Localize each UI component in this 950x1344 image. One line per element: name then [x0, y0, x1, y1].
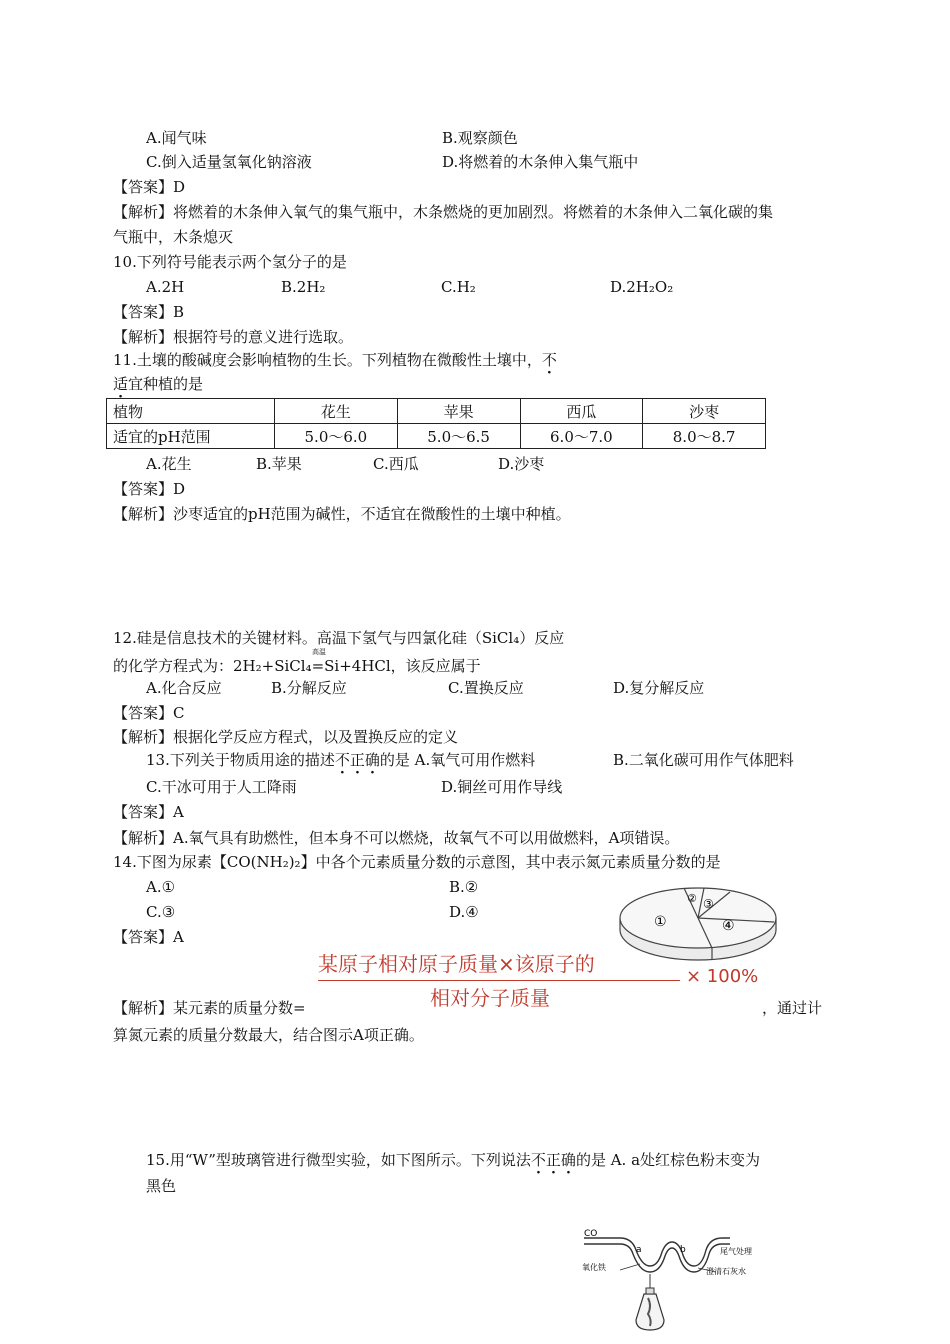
table-cell: 6.0～7.0 [520, 424, 643, 449]
q11-stem-line2 [113, 374, 203, 394]
q10-option-a: A.2H [146, 278, 185, 296]
q12-answer: 【答案】C [113, 704, 185, 722]
w-tube-apparatus-diagram [580, 1228, 780, 1340]
q13-stem [146, 750, 535, 770]
q11-stem-rest: 宜种植的是 [128, 375, 204, 393]
table-cell: 5.0～6.5 [397, 424, 520, 449]
q9-option-c: C.倒入适量氢氧化钠溶液 [146, 153, 312, 171]
co-label: CO [584, 1229, 598, 1239]
pie-label-4: ④ [722, 918, 735, 934]
q13-option-c: C.干冰可用于人工降雨 [146, 778, 297, 796]
formula-denominator: 相对分子质量 [430, 986, 550, 1010]
table-header-cell: 苹果 [397, 399, 520, 424]
q11-answer: 【答案】D [113, 480, 186, 498]
q13-analysis: 【解析】A.氧气具有助燃性，但本身不可以燃烧，故氧气不可以用做燃料，A项错误。 [113, 829, 680, 847]
q13-stem-text: 13.下列关于物质用途的描述 [146, 751, 335, 769]
pie-label-2: ② [687, 892, 697, 905]
q10-option-c: C.H₂ [441, 278, 476, 296]
q13-emphasis: 确 [364, 751, 380, 769]
q15-stem-line2: 黑色 [146, 1177, 177, 1195]
q14-analysis-line1-suffix: ，通过计 [762, 999, 823, 1017]
q9-analysis-line1: 【解析】将燃着的木条伸入氧气的集气瓶中，木条燃烧的更加剧烈。将燃着的木条伸入二氧化碳的集 [113, 203, 774, 221]
q11-stem-emphasis-bu: 不 [541, 351, 557, 369]
q14-option-d: D.④ [449, 903, 479, 921]
q13-emphasis: 不 [334, 751, 350, 769]
q12-condition: 高温 [312, 648, 326, 656]
q15-stem-line1 [146, 1150, 760, 1170]
q11-stem-emphasis-shi: 适 [113, 375, 129, 393]
q9-analysis-line2: 气瓶中，木条熄灭 [113, 228, 234, 246]
q13-stem-rest: 的是 A.氧气可用作燃料 [379, 751, 536, 769]
q10-analysis: 【解析】根据符号的意义进行选取。 [113, 328, 354, 346]
q15-stem-text: 15.用“W”型玻璃管进行微型实验，如下图所示。下列说法 [146, 1151, 531, 1169]
q15-emphasis: 确 [560, 1151, 576, 1169]
table-header-cell: 西瓜 [520, 399, 643, 424]
w-tube [584, 1238, 730, 1266]
table-row [107, 399, 766, 424]
table-cell: 8.0～8.7 [643, 424, 766, 449]
q11-option-a: A.花生 [146, 455, 192, 473]
pie-label-3: ③ [703, 897, 714, 911]
q11-stem-text: 11.土壤的酸碱度会影响植物的生长。下列植物在微酸性土壤中， [113, 351, 542, 369]
q14-stem: 14.下图为尿素【CO(NH₂)₂】中各个元素质量分数的示意图，其中表示氮元素质量分数的是 [113, 853, 721, 871]
table-cell: 适宜的pH范围 [107, 424, 275, 449]
q9-answer: 【答案】D [113, 178, 186, 196]
q12-stem-line2: 的化学方程式为：2H₂+SiCl₄=Si+4HCl，该反应属于 [113, 657, 481, 675]
q11-option-b: B.苹果 [256, 455, 302, 473]
q12-option-a: A.化合反应 [146, 679, 222, 697]
q12-option-b: B.分解反应 [271, 679, 347, 697]
q14-option-b: B.② [449, 878, 479, 896]
q10-answer: 【答案】B [113, 303, 185, 321]
q11-analysis: 【解析】沙枣适宜的pH范围为碱性，不适宜在微酸性的土壤中种植。 [113, 505, 571, 523]
q13-option-d: D.铜丝可用作导线 [441, 778, 563, 796]
limewater-label: 澄清石灰水 [706, 1267, 746, 1276]
q15-emphasis: 不 [530, 1151, 546, 1169]
q15-stem-rest: 的是 A. a处红棕色粉末变为 [575, 1151, 761, 1169]
table-cell: 5.0～6.0 [275, 424, 398, 449]
q9-option-a: A.闻气味 [146, 129, 207, 147]
q12-stem-line1: 12.硅是信息技术的关键材料。高温下氢气与四氯化硅（SiCl₄）反应 [113, 629, 565, 647]
label-leader [620, 1264, 640, 1270]
table-header-cell: 植物 [107, 399, 275, 424]
q13-option-b: B.二氧化碳可用作气体肥料 [613, 751, 794, 769]
table-header-cell: 沙枣 [643, 399, 766, 424]
q11-stem-line1 [113, 350, 557, 370]
q10-stem: 10.下列符号能表示两个氢分子的是 [113, 253, 347, 271]
formula-fraction-bar [318, 980, 680, 981]
q15-emphasis: 正 [545, 1151, 561, 1169]
formula-percent: × 100% [686, 966, 759, 987]
mass-fraction-formula [318, 948, 780, 1010]
q11-option-c: C.西瓜 [373, 455, 419, 473]
q13-emphasis: 正 [349, 751, 365, 769]
q9-option-d: D.将燃着的木条伸入集气瓶中 [442, 153, 639, 171]
ph-range-table [106, 398, 766, 449]
lamp-neck [646, 1288, 654, 1294]
q14-answer: 【答案】A [113, 928, 184, 946]
iron-oxide-label: 氧化铁 [582, 1263, 606, 1272]
q14-analysis-line2: 算氮元素的质量分数最大，结合图示A项正确。 [113, 1026, 424, 1044]
q14-analysis-line1-prefix: 【解析】某元素的质量分数= [113, 999, 306, 1017]
tail-gas-label: 尾气处理 [720, 1247, 752, 1256]
q14-option-a: A.① [146, 878, 176, 896]
table-row [107, 424, 766, 449]
point-a-label: a [636, 1245, 642, 1255]
q10-option-b: B.2H₂ [281, 278, 326, 296]
q12-option-d: D.复分解反应 [613, 679, 705, 697]
q9-option-b: B.观察颜色 [442, 129, 518, 147]
q14-option-c: C.③ [146, 903, 176, 921]
q12-option-c: C.置换反应 [448, 679, 524, 697]
q12-analysis: 【解析】根据化学反应方程式，以及置换反应的定义 [113, 728, 459, 746]
formula-numerator: 某原子相对原子质量×该原子的 [318, 952, 595, 976]
q11-option-d: D.沙枣 [498, 455, 545, 473]
point-b-label: b [680, 1245, 686, 1255]
q10-option-d: D.2H₂O₂ [610, 278, 674, 296]
table-header-cell: 花生 [275, 399, 398, 424]
q13-answer: 【答案】A [113, 803, 184, 821]
pie-label-1: ① [654, 914, 667, 930]
